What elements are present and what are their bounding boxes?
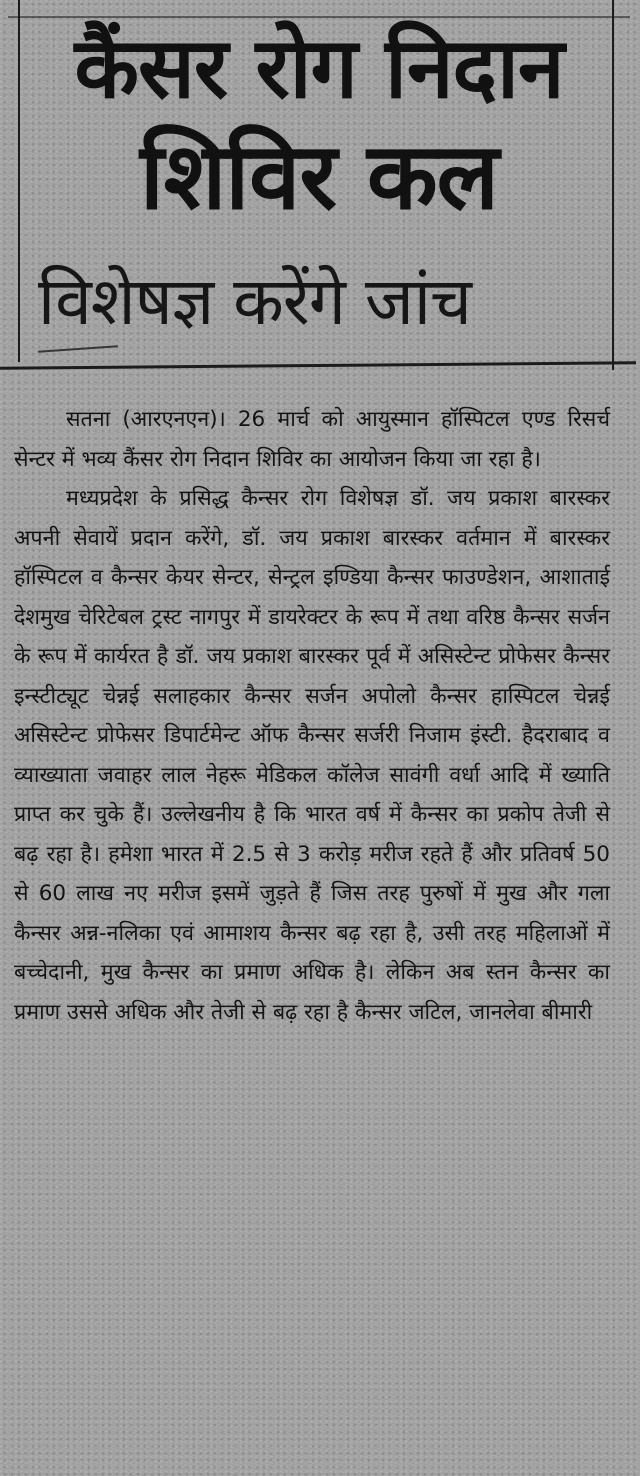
subheadline: विशेषज्ञ करेंगे जांच bbox=[38, 263, 471, 340]
box-stroke-mark bbox=[38, 345, 118, 353]
headline-box bbox=[8, 0, 630, 370]
article-body bbox=[14, 400, 610, 1032]
article-paragraph-1: सतना (आरएनएन)। 26 मार्च को आयुस्मान हॉस्पिटल एण्ड रिसर्च सेन्टर में भव्य कैंसर रोग निदान शिविर का आयोजन किया जा रहा है। bbox=[14, 407, 610, 472]
article-paragraph-2: मध्यप्रदेश के प्रसिद्ध कैन्सर रोग विशेषज्ञ डॉ. जय प्रकाश बारस्कर अपनी सेवायें प्रदान करेंगे, डॉ. जय प्रकाश बारस्कर वर्तमान में बारस्कर हॉस्पिटल व कैन्सर केयर सेन्टर, सेन्ट्रल इण्डिया कैन्सर फाउण्डेशन, आशाताई देशमुख चेरिटेबल ट्रस्ट नागपुर में डायरेक्टर के रूप में तथा वरिष्ठ कैन्सर सर्जन के रूप में कार्यरत है डॉ. जय प्रकाश बारस्कर पूर्व में असिस्टेन्ट प्रोफेसर कैन्सर इन्स्टीट्यूट चेन्नई सलाहकार कैन्सर सर्जन अपोलो कैन्सर हास्पिटल चेन्नई असिस्टेन्ट प्रोफेसर डिपार्टमेन्ट ऑफ कैन्सर सर्जरी निजाम इंस्टी. हैदराबाद व व्याख्याता जवाहर लाल नेहरू मेडिकल कॉलेज सावंगी वर्धा आदि में ख्याति प्राप्त कर चुके हैं। उल्लेखनीय है कि भारत वर्ष में कैन्सर का प्रकोप तेजी से बढ़ रहा है। हमेशा भारत में 2.5 से 3 करोड़ मरीज रहते हैं और प्रतिवर्ष 50 से 60 लाख नए मरीज इसमें जुड़ते हैं जिस तरह पुरुषों में मुख और गला कैन्सर अन्न-नलिका एवं आमाशय कैन्सर बढ़ रहा है, उसी तरह महिलाओं में बच्चेदानी, मुख कैन्सर का प्रमाण अधिक है। लेकिन अब स्तन कैन्सर का प्रमाण उससे अधिक और तेजी से बढ़ रहा है कैन्सर जटिल, जानलेवा बीमारी bbox=[14, 486, 610, 1025]
headline-line-2: शिविर कल bbox=[139, 123, 499, 230]
headline-line-1: कैंसर रोग निदान bbox=[74, 19, 564, 117]
